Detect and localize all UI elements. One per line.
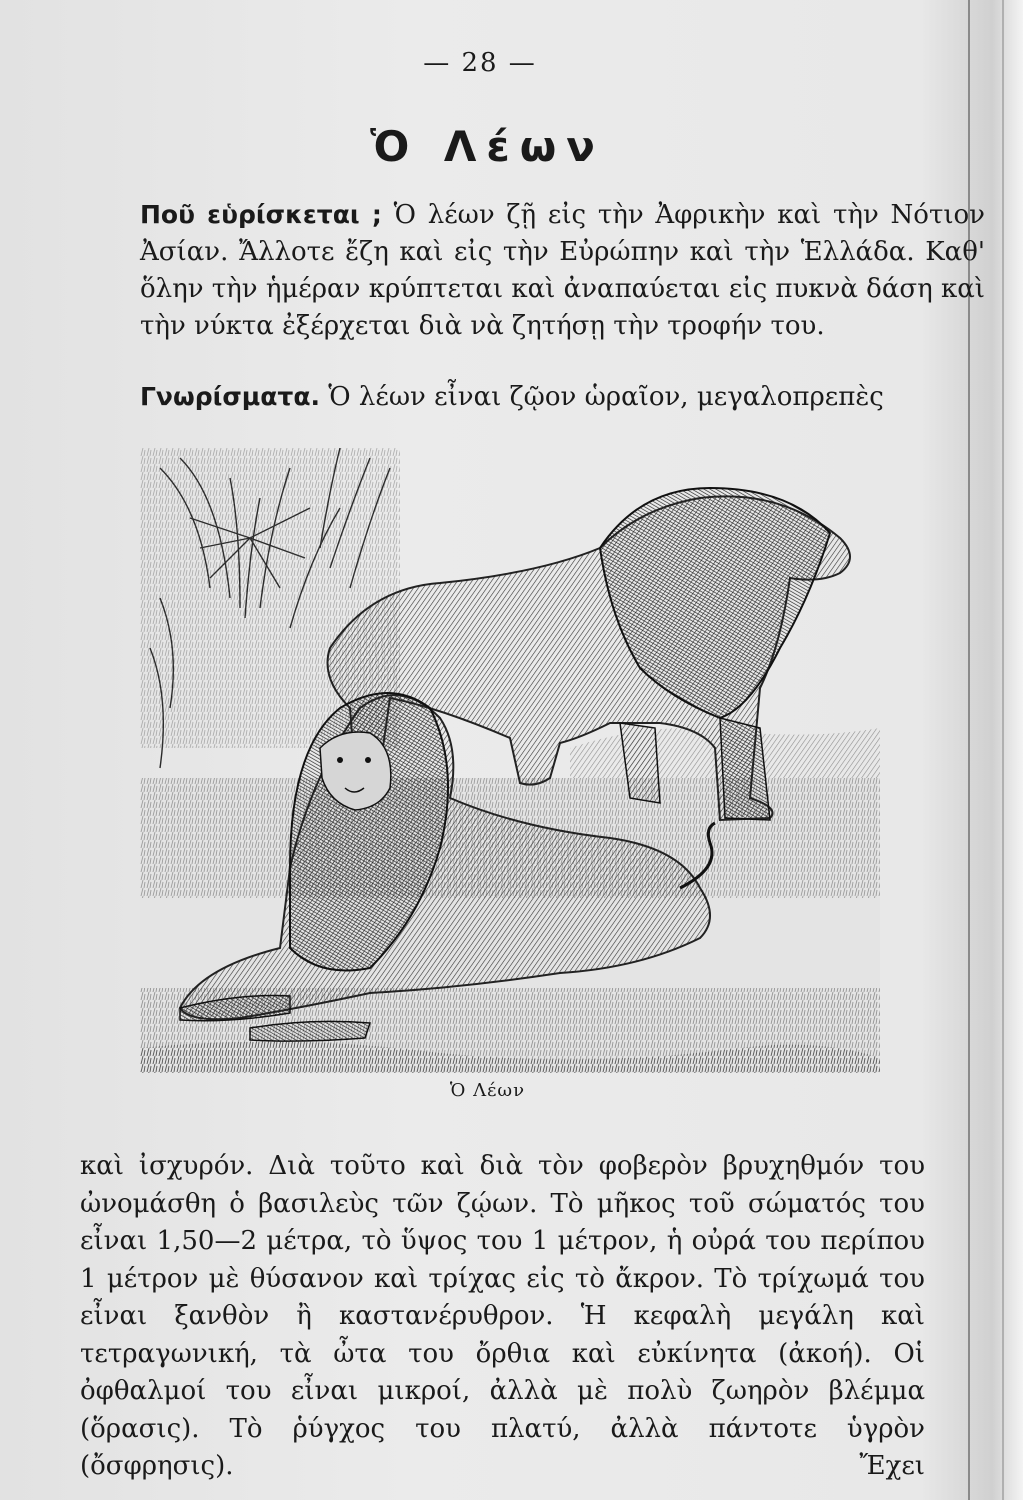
page-number: — 28 —	[423, 48, 537, 78]
paragraph-text: Ὁ λέων ζῇ εἰς τὴν Ἀφρικὴν καὶ τὴν Νότιον Ἀσίαν. Ἄλλοτε ἔζη καὶ εἰς τὴν Εὐρώπην καὶ τὴν Ἑλλάδα. Καθ' ὅλην τὴν ἡμέραν κρύπτεται καὶ ἀναπαύεται εἰς πυκνὰ δάση καὶ τὴν νύκτα ἐξέρχεται διὰ νὰ ζητήσῃ τὴν τροφήν του.	[140, 200, 985, 341]
page-edge-line	[1002, 0, 1004, 1500]
paragraph-habitat	[80, 196, 985, 345]
figure-caption: Ὁ Λέων	[449, 1080, 526, 1101]
body-paragraph: καὶ ἰσχυρόν. Διὰ τοῦτο καὶ διὰ τὸν φοβερὸν βρυχηθμόν του ὠνομάσθη ὁ βασιλεὺς τῶν ζῴων. Τὸ μῆκος τοῦ σώματός του εἶναι 1,50—2 μέτρα, τὸ ὕψος του 1 μέτρον, ἡ οὐρά του περίπου 1 μέτρον μὲ θύσανον καὶ τρίχας εἰς τὸ ἄκρον. Τὸ τρίχωμά του εἶναι ξανθὸν ἢ καστανέρυθρον. Ἡ κεφαλὴ μεγάλη καὶ τετραγωνική, τὰ ὦτα του ὄρθια καὶ εὐκίνητα (ἀκοή). Οἱ ὀφθαλμοί του εἶναι μικροί, ἀλλὰ μὲ πολὺ ζωηρὸν βλέμμα (ὅρασις). Τὸ ῥύγχος του πλατύ, ἀλλὰ πάντοτε ὑγρὸν (ὄσφρησις). Ἔχει	[80, 1151, 925, 1481]
page-title: Ὁ Λέων	[370, 122, 605, 171]
paragraph-features	[80, 378, 985, 416]
paragraph-text: Ὁ λέων εἶναι ζῷον ὡραῖον, μεγαλοπρεπὲς	[320, 382, 884, 412]
paragraph-heading: Γνωρίσματα.	[140, 382, 320, 411]
paragraph-heading: Ποῦ εὑρίσκεται ;	[140, 200, 382, 229]
lion-engraving-icon	[140, 448, 880, 1073]
lion-illustration	[140, 448, 880, 1073]
